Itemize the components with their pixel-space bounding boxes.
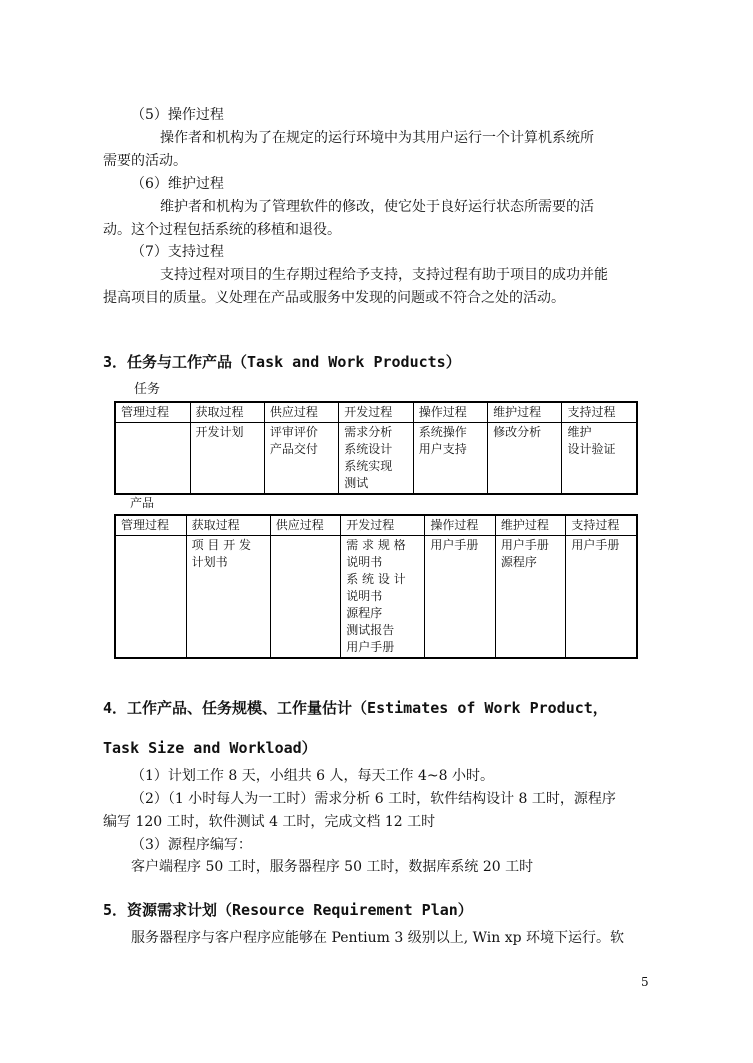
table-cell: [495, 536, 565, 659]
table-cell: [264, 423, 338, 495]
cell-line: 用户手册: [430, 538, 479, 552]
table-header-cell: 管理过程: [115, 402, 190, 423]
cell-line: 系统实现: [344, 459, 393, 473]
process-7-title: （7）支持过程: [131, 244, 224, 260]
cell-line: 用户支持: [418, 442, 467, 456]
table-header-cell: 获取过程: [186, 515, 270, 536]
process-5-text-line1: 操作者和机构为了在规定的运行环境中为其用户运行一个计算机系统所: [160, 130, 594, 146]
process-7-text-line1: 支持过程对项目的生存期过程给予支持，支持过程有助于项目的成功并能: [160, 267, 608, 283]
table-header-cell: 供应过程: [264, 402, 338, 423]
process-6-text-line1: 维护者和机构为了管理软件的修改，使它处于良好运行状态所需要的活: [160, 199, 594, 215]
estimate-item-2-line2: 编写 120 工时，软件测试 4 工时，完成文档 12 工时: [103, 814, 436, 830]
product-table-label: 产品: [130, 496, 155, 510]
cell-line: 源程序: [346, 606, 383, 620]
table-header-cell: 开发过程: [339, 402, 413, 423]
section-5-heading: 5．资源需求计划（Resource Requirement Plan）: [103, 901, 473, 919]
cell-line: 修改分析: [493, 425, 542, 439]
section-4-heading-line2: Task Size and Workload）: [103, 739, 317, 757]
table-header-cell: 支持过程: [562, 402, 637, 423]
table-header-cell: 获取过程: [190, 402, 264, 423]
process-6-title: （6）维护过程: [131, 176, 224, 192]
table-cell: [341, 536, 425, 659]
table-cell: [270, 536, 340, 659]
cell-line: 用户手册: [500, 538, 549, 552]
product-table: [114, 514, 638, 659]
table-cell: [562, 423, 637, 495]
process-5-text-line2: 需要的活动。: [103, 153, 187, 169]
cell-line: 用户手册: [571, 538, 620, 552]
table-header-cell: 支持过程: [566, 515, 637, 536]
cell-line: 开发计划: [195, 425, 244, 439]
task-table-header-row: [115, 402, 637, 423]
table-cell: [413, 423, 487, 495]
table-cell: [115, 536, 186, 659]
estimate-item-3-detail: 客户端程序 50 工时，服务器程序 50 工时，数据库系统 20 工时: [131, 859, 534, 875]
product-table-header-row: [115, 515, 637, 536]
cell-line: 需求分析: [344, 425, 393, 439]
cell-line: 说明书: [346, 555, 383, 569]
table-cell: [190, 423, 264, 495]
table-cell: [115, 423, 190, 495]
table-cell: [566, 536, 637, 659]
process-6-text-line2: 动。这个过程包括系统的移植和退役。: [103, 222, 341, 238]
product-table-body-row: [115, 536, 637, 659]
cell-line: 用户手册: [346, 640, 395, 654]
table-header-cell: 维护过程: [495, 515, 565, 536]
task-table: [114, 401, 638, 495]
table-header-cell: 开发过程: [341, 515, 425, 536]
table-header-cell: 维护过程: [488, 402, 562, 423]
cell-line: 需 求 规 格: [346, 538, 406, 552]
task-table-label: 任务: [134, 382, 161, 397]
cell-line: 源程序: [500, 555, 537, 569]
cell-line: 系 统 设 计: [346, 572, 406, 586]
cell-line: 项 目 开 发: [191, 538, 252, 552]
section-3-heading: 3．任务与工作产品（Task and Work Products）: [103, 353, 461, 371]
table-cell: [339, 423, 413, 495]
task-table-body-row: [115, 423, 637, 495]
estimate-item-3: （3）源程序编写：: [131, 837, 252, 853]
cell-line: 维护: [567, 425, 592, 439]
cell-line: 测试: [344, 476, 369, 490]
cell-line: 系统设计: [344, 442, 393, 456]
table-header-cell: 操作过程: [425, 515, 495, 536]
process-7-text-line2: 提高项目的质量。义处理在产品或服务中发现的问题或不符合之处的活动。: [103, 290, 565, 306]
cell-line: 说明书: [346, 589, 383, 603]
table-cell: [425, 536, 495, 659]
cell-line: 计划书: [191, 555, 228, 569]
table-cell: [488, 423, 562, 495]
process-5-title: （5）操作过程: [131, 107, 224, 123]
table-header-cell: 操作过程: [413, 402, 487, 423]
estimate-item-2-line1: （2）（1 小时每人为一工时）需求分析 6 工时，软件结构设计 8 工时，源程序: [131, 791, 616, 807]
cell-line: 测试报告: [346, 623, 395, 637]
estimate-item-1: （1）计划工作 8 天，小组共 6 人，每天工作 4~8 小时。: [131, 768, 494, 784]
cell-line: 产品交付: [269, 442, 318, 456]
page-number: 5: [641, 975, 649, 989]
table-header-cell: 供应过程: [270, 515, 340, 536]
table-header-cell: 管理过程: [115, 515, 186, 536]
cell-line: 系统操作: [418, 425, 467, 439]
section-4-heading-line1: 4．工作产品、任务规模、工作量估计（Estimates of Work Product，: [103, 699, 608, 717]
cell-line: 设计验证: [567, 442, 616, 456]
cell-line: 评审评价: [269, 425, 318, 439]
table-cell: [186, 536, 270, 659]
section-5-text-line1: 服务器程序与客户程序应能够在 Pentium 3 级别以上, Win xp 环境下运行。软: [131, 930, 625, 946]
